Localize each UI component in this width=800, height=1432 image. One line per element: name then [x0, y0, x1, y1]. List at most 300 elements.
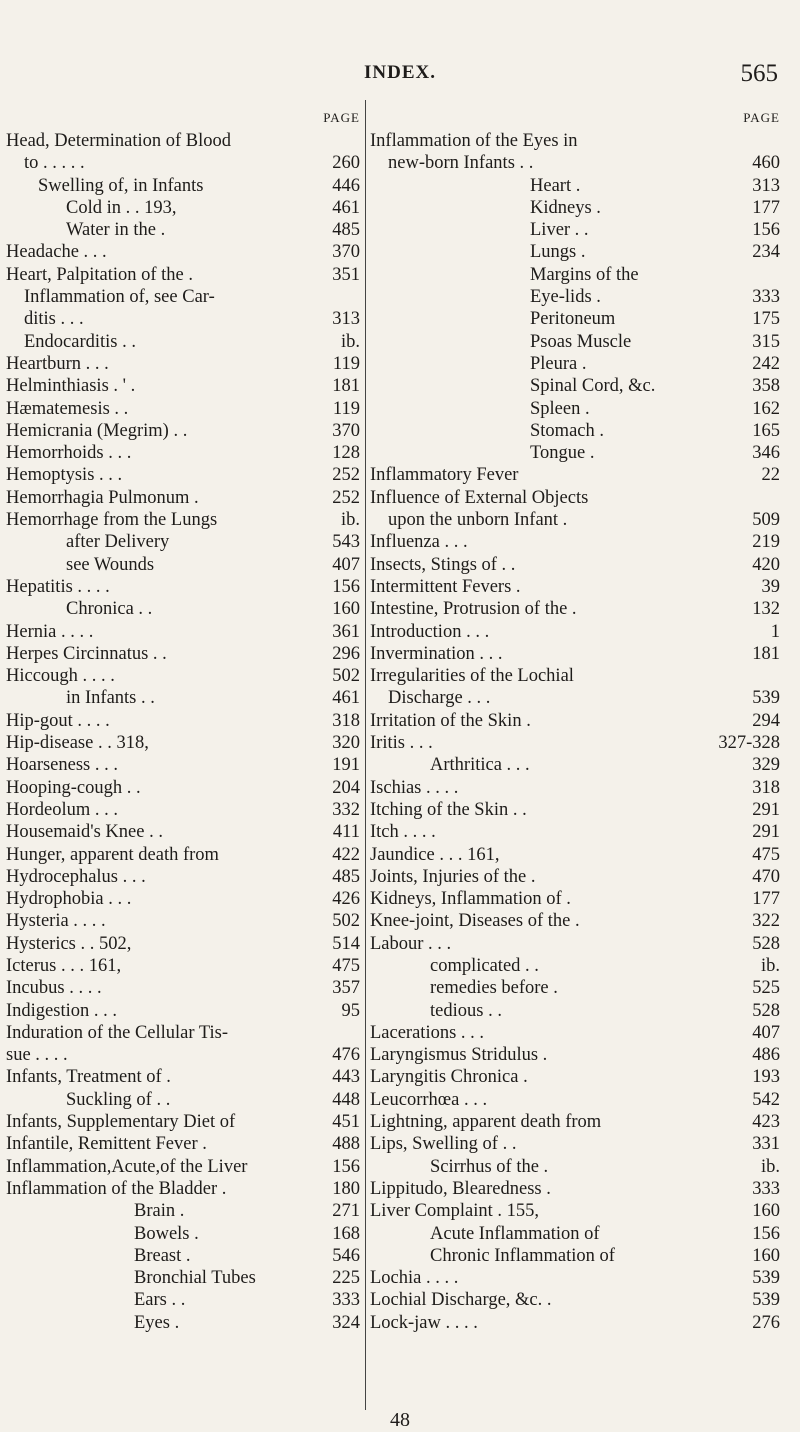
entry-text: Inflammation of the Bladder .	[6, 1178, 227, 1199]
entry-text: Inflammation of, see Car-	[24, 287, 215, 308]
entry-page: 160	[332, 599, 360, 620]
index-column-left	[6, 110, 360, 1334]
entry-text: Lock-jaw . . . .	[370, 1312, 478, 1333]
entry-text: Hordeolum . . .	[6, 799, 119, 820]
entry-page: 370	[332, 242, 360, 263]
index-entry	[370, 1200, 780, 1222]
index-entry	[6, 1245, 360, 1267]
index-entry	[6, 1178, 360, 1200]
entry-page: 485	[332, 220, 360, 241]
entry-text: Iritis . . .	[370, 733, 433, 754]
entry-page: 324	[332, 1312, 360, 1333]
entry-page: 180	[332, 1178, 360, 1199]
index-entry	[370, 219, 780, 241]
entry-text: see Wounds	[66, 554, 155, 575]
entry-page: 488	[332, 1134, 360, 1155]
entry-text: Hemorrhage from the Lungs	[6, 510, 218, 531]
entry-page: 191	[332, 755, 360, 776]
entry-text: Heart .	[530, 175, 581, 196]
page-column-label: PAGE	[743, 110, 780, 125]
entry-page: 528	[752, 933, 780, 954]
entry-text: Irritation of the Skin .	[370, 710, 531, 731]
entry-page: 252	[332, 487, 360, 508]
entry-text: Infants, Treatment of .	[6, 1067, 171, 1088]
index-entry	[370, 331, 780, 353]
entry-text: Lungs .	[530, 242, 586, 263]
index-entry	[6, 1089, 360, 1111]
entry-text: Water in the .	[66, 220, 166, 241]
entry-text: Invermination . . .	[370, 643, 503, 664]
entry-text: Housemaid's Knee . .	[6, 822, 163, 843]
entry-text: Laryngitis Chronica .	[370, 1067, 528, 1088]
entry-page: 331	[752, 1134, 780, 1155]
entry-text: Hoarseness . . .	[6, 755, 119, 776]
entry-page: 156	[332, 1156, 360, 1177]
entry-text: Hiccough . . . .	[6, 666, 115, 687]
entry-text: Eyes .	[134, 1312, 180, 1333]
entry-text: Psoas Muscle	[530, 331, 632, 352]
entry-text: Cold in . . 193,	[66, 197, 177, 218]
index-entry	[6, 331, 360, 353]
entry-text: to . . . . .	[24, 153, 85, 174]
entry-text: complicated . .	[430, 955, 539, 976]
index-entry	[370, 732, 780, 754]
entry-text: Hip-disease . . 318,	[6, 733, 149, 754]
entry-text: Liver . .	[530, 220, 589, 241]
entry-page: 451	[332, 1112, 360, 1133]
index-entry	[6, 977, 360, 999]
entry-text: Brain .	[134, 1201, 185, 1222]
entry-page: 332	[332, 799, 360, 820]
entry-text: Inflammation of the Eyes in	[370, 131, 578, 151]
index-entry	[370, 1022, 780, 1044]
entry-text: Suckling of . .	[66, 1089, 171, 1110]
index-entry	[370, 1245, 780, 1267]
entry-page: 370	[332, 420, 360, 441]
entry-page: 470	[752, 866, 780, 887]
entry-text: new-born Infants . .	[388, 153, 534, 174]
index-entry	[6, 687, 360, 709]
index-entry	[6, 197, 360, 219]
entry-page: 318	[752, 777, 780, 798]
entry-text: Hip-gout . . . .	[6, 710, 110, 731]
entry-page: 461	[332, 197, 360, 218]
entry-text: Itching of the Skin . .	[370, 799, 527, 820]
index-entry	[370, 152, 780, 174]
entry-text: Influence of External Objects	[370, 487, 589, 508]
index-entry	[370, 554, 780, 576]
entry-text: Inflammation,Acute,of the Liver	[6, 1156, 248, 1177]
entry-page: 156	[752, 220, 780, 241]
entry-page: 177	[752, 889, 780, 910]
entry-page: 407	[752, 1022, 780, 1043]
entry-page: 181	[752, 643, 780, 664]
index-entry	[6, 1044, 360, 1066]
index-entry	[6, 554, 360, 576]
entry-page: 260	[332, 153, 360, 174]
entry-text: Swelling of, in Infants	[38, 175, 204, 196]
signature-mark: 48	[390, 1409, 410, 1431]
index-entry	[370, 1111, 780, 1133]
index-entry	[6, 598, 360, 620]
index-entry	[370, 1156, 780, 1178]
index-entry	[6, 152, 360, 174]
entry-page: 448	[332, 1089, 360, 1110]
index-entry	[370, 308, 780, 330]
entry-text: upon the unborn Infant .	[388, 510, 568, 531]
entry-text: Arthritica . . .	[430, 755, 530, 776]
entry-page: 291	[752, 822, 780, 843]
entry-page: 225	[332, 1268, 360, 1289]
entry-text: Inflammatory Fever	[370, 465, 519, 486]
entry-text: Ischias . . . .	[370, 777, 459, 798]
index-entry	[370, 754, 780, 776]
entry-text: Chronic Inflammation of	[430, 1245, 615, 1266]
entry-page: 296	[332, 643, 360, 664]
index-entry	[6, 1312, 360, 1334]
index-entry	[370, 1066, 780, 1088]
index-entry	[370, 933, 780, 955]
entry-text: Infants, Supplementary Diet of	[6, 1112, 236, 1133]
entry-text: Incubus . . . .	[6, 978, 102, 999]
entry-page: 320	[332, 733, 360, 754]
index-entry	[6, 175, 360, 197]
index-list-left	[6, 130, 360, 1334]
entry-text: Breast .	[134, 1245, 191, 1266]
entry-page: 514	[332, 933, 360, 954]
entry-text: Liver Complaint . 155,	[370, 1201, 540, 1222]
index-entry	[6, 643, 360, 665]
index-entry	[370, 130, 780, 152]
running-title: INDEX.	[364, 62, 436, 83]
index-entry	[370, 687, 780, 709]
entry-text: Endocarditis . .	[24, 331, 137, 352]
entry-page: 252	[332, 465, 360, 486]
entry-text: after Delivery	[66, 532, 170, 553]
entry-text: tedious . .	[430, 1000, 502, 1021]
index-entry	[370, 1289, 780, 1311]
index-entry	[370, 464, 780, 486]
entry-text: in Infants . .	[66, 688, 155, 709]
entry-text: Hemorrhoids . . .	[6, 443, 132, 464]
entry-page: 165	[752, 420, 780, 441]
entry-text: Bowels .	[134, 1223, 199, 1244]
entry-page: 486	[752, 1045, 780, 1066]
entry-text: Hydrocephalus . . .	[6, 866, 146, 887]
entry-text: Leucorrhœa . . .	[370, 1089, 488, 1110]
index-entry	[6, 1223, 360, 1245]
entry-text: Scirrhus of the .	[430, 1156, 549, 1177]
index-entry	[370, 1312, 780, 1334]
entry-page: 475	[332, 955, 360, 976]
entry-page: 271	[332, 1201, 360, 1222]
entry-page: 160	[752, 1201, 780, 1222]
page-number: 565	[740, 60, 778, 87]
entry-page: 361	[332, 621, 360, 642]
entry-page: 333	[752, 1178, 780, 1199]
entry-page: 333	[752, 287, 780, 308]
index-entry	[370, 576, 780, 598]
entry-text: Influenza . . .	[370, 532, 468, 553]
entry-text: Herpes Circinnatus . .	[6, 643, 167, 664]
index-entry	[370, 1000, 780, 1022]
index-entry	[370, 241, 780, 263]
entry-page: 476	[332, 1045, 360, 1066]
entry-text: Bronchial Tubes	[134, 1268, 256, 1289]
entry-text: Kidneys, Inflammation of .	[370, 889, 571, 910]
entry-text: Hæmatemesis . .	[6, 398, 129, 419]
entry-text: Hemoptysis . . .	[6, 465, 123, 486]
index-entry	[370, 777, 780, 799]
index-entry	[6, 308, 360, 330]
index-entry	[6, 576, 360, 598]
entry-text: Induration of the Cellular Tis-	[6, 1022, 228, 1043]
entry-text: Acute Inflammation of	[430, 1223, 600, 1244]
index-entry	[6, 1289, 360, 1311]
entry-text: Hysterics . . 502,	[6, 933, 132, 954]
entry-text: Kidneys .	[530, 197, 601, 218]
index-entry	[6, 464, 360, 486]
entry-page: 346	[752, 443, 780, 464]
index-entry	[6, 130, 360, 152]
index-entry	[370, 1223, 780, 1245]
entry-text: Margins of the	[530, 264, 639, 285]
entry-page: 426	[332, 889, 360, 910]
entry-page: 315	[752, 331, 780, 352]
entry-page: 168	[332, 1223, 360, 1244]
entry-page: ib.	[340, 331, 360, 352]
index-entry	[370, 910, 780, 932]
entry-page: 119	[332, 353, 360, 374]
index-entry	[370, 799, 780, 821]
entry-page: 175	[752, 309, 780, 330]
entry-text: Hysteria . . . .	[6, 911, 106, 932]
entry-text: Insects, Stings of . .	[370, 554, 516, 575]
entry-text: Hydrophobia . . .	[6, 889, 132, 910]
entry-page: 502	[332, 666, 360, 687]
index-entry	[6, 1022, 360, 1044]
index-entry	[370, 197, 780, 219]
entry-page: 420	[752, 554, 780, 575]
entry-page: 119	[332, 398, 360, 419]
entry-page: 485	[332, 866, 360, 887]
entry-text: Lochia . . . .	[370, 1268, 459, 1289]
index-column-right	[370, 110, 780, 1334]
entry-text: Peritoneum	[530, 309, 616, 330]
index-entry	[370, 398, 780, 420]
index-entry	[6, 219, 360, 241]
entry-page: ib.	[760, 1156, 780, 1177]
entry-text: Stomach .	[530, 420, 604, 441]
page-column-label: PAGE	[323, 110, 360, 125]
entry-page: 234	[752, 242, 780, 263]
entry-text: Lightning, apparent death from	[370, 1112, 602, 1133]
entry-page: 528	[752, 1000, 780, 1021]
entry-text: Itch . . . .	[370, 822, 436, 843]
entry-page: 204	[332, 777, 360, 798]
entry-page: 95	[341, 1000, 360, 1021]
entry-text: Jaundice . . . 161,	[370, 844, 500, 865]
entry-page: 132	[752, 599, 780, 620]
entry-text: Headache . . .	[6, 242, 107, 263]
entry-page: 1	[770, 621, 780, 642]
index-entry	[6, 866, 360, 888]
entry-page: 327-328	[718, 733, 780, 754]
entry-text: Intermittent Fevers .	[370, 576, 521, 597]
index-entry	[370, 353, 780, 375]
entry-page: 156	[332, 576, 360, 597]
entry-page: 160	[752, 1245, 780, 1266]
index-entry	[6, 509, 360, 531]
index-entry	[370, 175, 780, 197]
index-entry	[6, 665, 360, 687]
entry-text: Laryngismus Stridulus .	[370, 1045, 548, 1066]
entry-page: 446	[332, 175, 360, 196]
index-entry	[6, 821, 360, 843]
entry-page: 539	[752, 1290, 780, 1311]
index-entry	[6, 286, 360, 308]
entry-text: Knee-joint, Diseases of the .	[370, 911, 580, 932]
entry-text: Lacerations . . .	[370, 1022, 485, 1043]
index-entry	[370, 710, 780, 732]
entry-page: 329	[752, 755, 780, 776]
entry-text: Lippitudo, Blearedness .	[370, 1178, 551, 1199]
entry-text: Indigestion . . .	[6, 1000, 117, 1021]
entry-page: 358	[752, 376, 780, 397]
index-entry	[370, 531, 780, 553]
index-entry	[6, 1267, 360, 1289]
entry-page: 539	[752, 688, 780, 709]
entry-text: Icterus . . . 161,	[6, 955, 122, 976]
entry-page: ib.	[760, 955, 780, 976]
entry-page: 219	[752, 532, 780, 553]
index-entry	[6, 420, 360, 442]
entry-text: Discharge . . .	[388, 688, 491, 709]
index-entry	[370, 487, 780, 509]
entry-page: 502	[332, 911, 360, 932]
index-entry	[370, 977, 780, 999]
entry-page: 318	[332, 710, 360, 731]
entry-page: 242	[752, 353, 780, 374]
entry-page: 443	[332, 1067, 360, 1088]
entry-text: sue . . . .	[6, 1045, 68, 1066]
entry-page: 333	[332, 1290, 360, 1311]
entry-page: 407	[332, 554, 360, 575]
index-entry	[6, 531, 360, 553]
entry-text: Spleen .	[530, 398, 590, 419]
entry-page: 294	[752, 710, 780, 731]
entry-page: 423	[752, 1112, 780, 1133]
index-entry	[370, 844, 780, 866]
index-entry	[6, 754, 360, 776]
entry-page: 460	[752, 153, 780, 174]
entry-text: Intestine, Protrusion of the .	[370, 599, 577, 620]
entry-page: 509	[752, 510, 780, 531]
index-entry	[6, 398, 360, 420]
index-entry	[6, 1066, 360, 1088]
index-entry	[6, 442, 360, 464]
entry-page: 546	[332, 1245, 360, 1266]
index-entry	[6, 888, 360, 910]
index-entry	[370, 375, 780, 397]
entry-page: 128	[332, 443, 360, 464]
entry-page: 542	[752, 1089, 780, 1110]
entry-text: Hemorrhagia Pulmonum .	[6, 487, 199, 508]
entry-text: Head, Determination of Blood	[6, 131, 232, 151]
entry-page: 181	[332, 376, 360, 397]
entry-text: Hunger, apparent death from	[6, 844, 219, 865]
entry-text: Lips, Swelling of . .	[370, 1134, 517, 1155]
index-entry	[370, 621, 780, 643]
entry-page: 411	[332, 822, 360, 843]
index-entry	[370, 264, 780, 286]
index-entry	[6, 487, 360, 509]
index-entry	[370, 442, 780, 464]
entry-page: 22	[761, 465, 780, 486]
index-entry	[6, 777, 360, 799]
entry-page: 156	[752, 1223, 780, 1244]
index-entry	[370, 598, 780, 620]
entry-page: 313	[332, 309, 360, 330]
index-entry	[6, 1133, 360, 1155]
column-divider	[365, 100, 366, 1410]
entry-text: Pleura .	[530, 353, 587, 374]
index-entry	[6, 933, 360, 955]
index-entry	[6, 264, 360, 286]
entry-text: Lochial Discharge, &c. .	[370, 1290, 552, 1311]
entry-page: 461	[332, 688, 360, 709]
index-entry	[370, 1044, 780, 1066]
entry-text: Tongue .	[530, 443, 595, 464]
index-entry	[370, 866, 780, 888]
entry-text: Hepatitis . . . .	[6, 576, 110, 597]
index-entry	[370, 1178, 780, 1200]
entry-text: Heartburn . . .	[6, 353, 109, 374]
entry-page: 475	[752, 844, 780, 865]
index-entry	[6, 353, 360, 375]
entry-text: Helminthiasis . ' .	[6, 376, 136, 397]
index-entry	[370, 888, 780, 910]
index-entry	[6, 910, 360, 932]
index-entry	[6, 799, 360, 821]
entry-page: 193	[752, 1067, 780, 1088]
entry-page: 162	[752, 398, 780, 419]
entry-page: 539	[752, 1268, 780, 1289]
page-header	[0, 60, 800, 90]
index-entry	[6, 732, 360, 754]
entry-text: Spinal Cord, &c.	[530, 376, 656, 397]
entry-text: Ears . .	[134, 1290, 186, 1311]
entry-text: Infantile, Remittent Fever .	[6, 1134, 207, 1155]
entry-page: 276	[752, 1312, 780, 1333]
entry-page: 357	[332, 978, 360, 999]
entry-text: Chronica . .	[66, 599, 153, 620]
entry-page: 525	[752, 978, 780, 999]
entry-text: Labour . . .	[370, 933, 452, 954]
index-entry	[370, 955, 780, 977]
entry-page: 422	[332, 844, 360, 865]
index-entry	[6, 1200, 360, 1222]
index-entry	[6, 1111, 360, 1133]
index-entry	[6, 710, 360, 732]
entry-page: 177	[752, 197, 780, 218]
entry-page: 322	[752, 911, 780, 932]
index-entry	[6, 1156, 360, 1178]
index-entry	[370, 821, 780, 843]
index-entry	[370, 665, 780, 687]
index-entry	[6, 1000, 360, 1022]
index-entry	[6, 844, 360, 866]
